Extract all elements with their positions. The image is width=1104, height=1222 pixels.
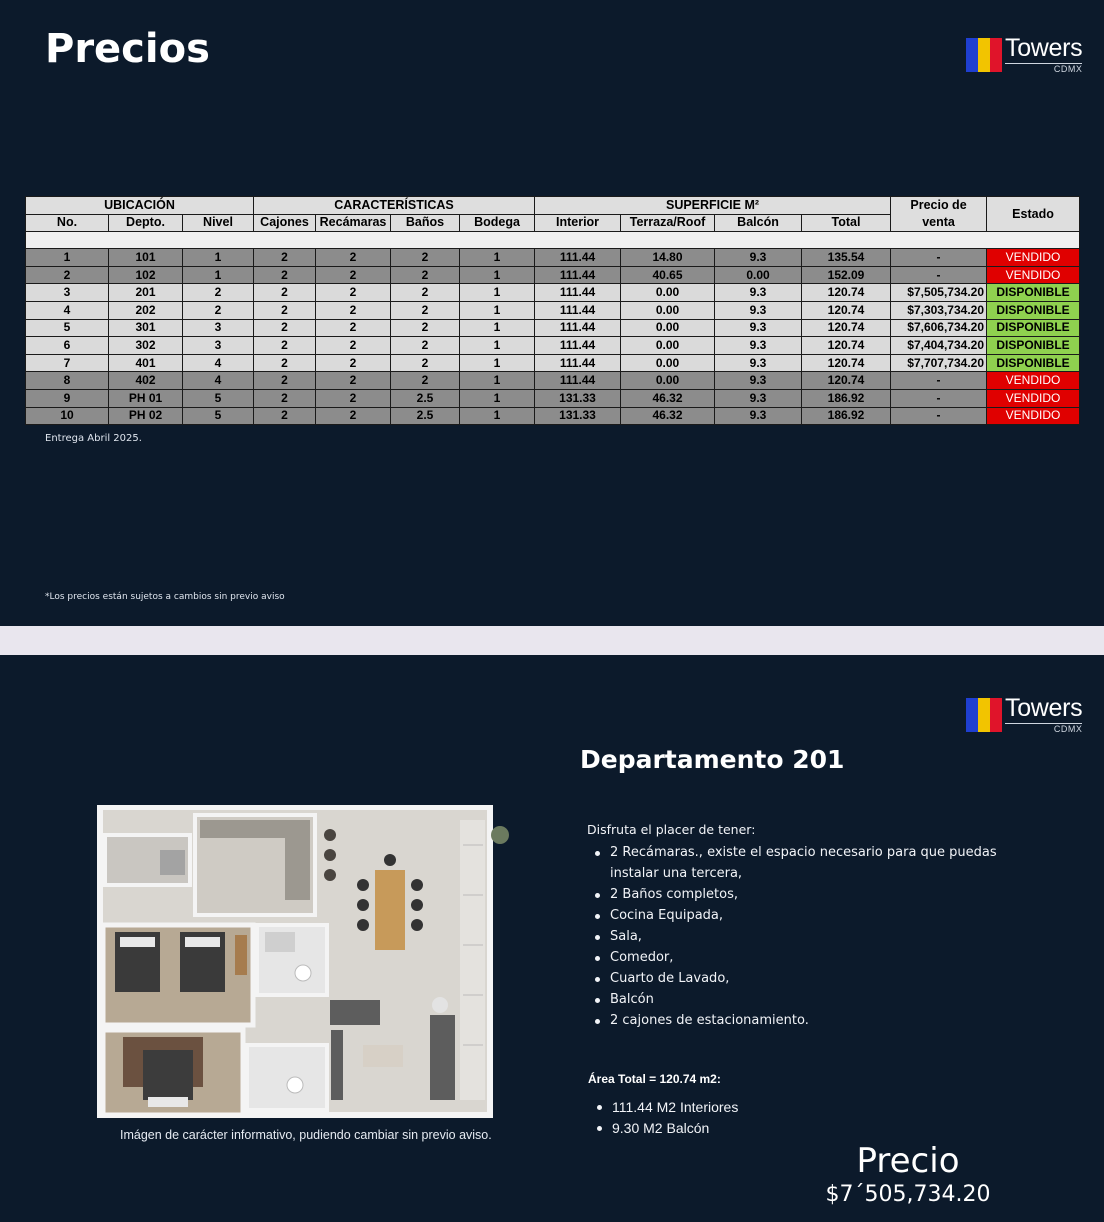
page-title: Precios (45, 26, 210, 72)
col-header: Total (802, 214, 891, 232)
cell-cajones: 2 (254, 319, 316, 337)
table-row (26, 372, 1080, 390)
price-value: $7´505,734.20 (825, 1182, 991, 1207)
cell-terraza: 40.65 (621, 266, 715, 284)
cell-no: 5 (26, 319, 109, 337)
cell-no: 10 (26, 407, 109, 425)
cell-total: 120.74 (802, 354, 891, 372)
logo-color-bars (966, 698, 1002, 732)
cell-estado: VENDIDO (987, 407, 1080, 425)
cell-cajones: 2 (254, 372, 316, 390)
list-item: Cuarto de Lavado, (594, 968, 1014, 989)
list-item: Sala, (594, 926, 1014, 947)
cell-balcon: 9.3 (715, 354, 802, 372)
col-header: Nivel (183, 214, 254, 232)
list-item: 2 cajones de estacionamiento. (594, 1010, 1014, 1031)
logo-name: Towers (1005, 694, 1083, 722)
cell-depto: 101 (109, 249, 183, 267)
list-item: 9.30 M2 Balcón (596, 1118, 738, 1139)
cell-depto: 202 (109, 301, 183, 319)
cell-depto: 201 (109, 284, 183, 302)
cell-recamaras: 2 (316, 249, 391, 267)
cell-total: 120.74 (802, 301, 891, 319)
cell-terraza: 14.80 (621, 249, 715, 267)
cell-recamaras: 2 (316, 354, 391, 372)
cell-nivel: 3 (183, 319, 254, 337)
cell-recamaras: 2 (316, 372, 391, 390)
cell-total: 135.54 (802, 249, 891, 267)
spacer-row (26, 232, 1080, 249)
col-header: No. (26, 214, 109, 232)
cell-banos: 2 (391, 319, 460, 337)
cell-estado: VENDIDO (987, 389, 1080, 407)
cell-recamaras: 2 (316, 389, 391, 407)
cell-precio: $7,303,734.20 (891, 301, 987, 319)
list-item: 2 Recámaras., existe el espacio necesario para que puedas instalar una tercera, (594, 842, 1014, 884)
cell-banos: 2 (391, 266, 460, 284)
col-header: Depto. (109, 214, 183, 232)
cell-cajones: 2 (254, 266, 316, 284)
cell-bodega: 1 (460, 249, 535, 267)
list-item: Comedor, (594, 947, 1014, 968)
cell-bodega: 1 (460, 372, 535, 390)
cell-balcon: 9.3 (715, 337, 802, 355)
cell-terraza: 0.00 (621, 301, 715, 319)
cell-balcon: 9.3 (715, 249, 802, 267)
cell-no: 1 (26, 249, 109, 267)
cell-recamaras: 2 (316, 337, 391, 355)
cell-interior: 131.33 (535, 407, 621, 425)
cell-total: 186.92 (802, 407, 891, 425)
cell-recamaras: 2 (316, 407, 391, 425)
list-item: Balcón (594, 989, 1014, 1010)
col-header: Baños (391, 214, 460, 232)
table-row (26, 389, 1080, 407)
cell-balcon: 9.3 (715, 301, 802, 319)
cell-cajones: 2 (254, 337, 316, 355)
cell-cajones: 2 (254, 407, 316, 425)
apartment-slide (0, 655, 1104, 1222)
col-header: Terraza/Roof (621, 214, 715, 232)
cell-banos: 2 (391, 372, 460, 390)
cell-bodega: 1 (460, 389, 535, 407)
cell-bodega: 1 (460, 301, 535, 319)
price-rows (26, 249, 1080, 425)
cell-precio: - (891, 407, 987, 425)
cell-precio: $7,505,734.20 (891, 284, 987, 302)
total-area-label: Área Total = 120.74 m2: (588, 1072, 721, 1086)
cell-total: 120.74 (802, 319, 891, 337)
cell-no: 6 (26, 337, 109, 355)
cell-total: 186.92 (802, 389, 891, 407)
prices-disclaimer: *Los precios están sujetos a cambios sin previo aviso (45, 592, 285, 602)
cell-no: 8 (26, 372, 109, 390)
cell-recamaras: 2 (316, 284, 391, 302)
floor-plan-image (95, 805, 520, 1123)
table-row (26, 284, 1080, 302)
area-list (596, 1097, 738, 1138)
apartment-title: Departamento 201 (580, 745, 845, 774)
cell-nivel: 5 (183, 389, 254, 407)
cell-nivel: 2 (183, 284, 254, 302)
group-header-superficie: SUPERFICIE M² (535, 197, 891, 215)
logo-sub: CDMX (1053, 724, 1083, 734)
logo-sub: CDMX (1053, 64, 1083, 74)
group-header-caracteristicas: CARACTERÍSTICAS (254, 197, 535, 215)
logo-color-bars (966, 38, 1002, 72)
cell-precio: - (891, 389, 987, 407)
group-header-ubicacion: UBICACIÓN (26, 197, 254, 215)
cell-balcon: 9.3 (715, 407, 802, 425)
cell-banos: 2 (391, 284, 460, 302)
col-header: Cajones (254, 214, 316, 232)
header-estado: Estado (987, 197, 1080, 232)
list-item: 2 Baños completos, (594, 884, 1014, 905)
cell-bodega: 1 (460, 266, 535, 284)
cell-terraza: 0.00 (621, 337, 715, 355)
cell-estado: DISPONIBLE (987, 284, 1080, 302)
table-row (26, 407, 1080, 425)
cell-precio: - (891, 266, 987, 284)
cell-balcon: 0.00 (715, 266, 802, 284)
cell-no: 7 (26, 354, 109, 372)
cell-recamaras: 2 (316, 301, 391, 319)
cell-estado: VENDIDO (987, 249, 1080, 267)
prices-table (25, 196, 1080, 425)
cell-bodega: 1 (460, 284, 535, 302)
cell-total: 120.74 (802, 372, 891, 390)
cell-terraza: 0.00 (621, 319, 715, 337)
cell-no: 2 (26, 266, 109, 284)
table-row (26, 249, 1080, 267)
cell-depto: PH 01 (109, 389, 183, 407)
cell-no: 4 (26, 301, 109, 319)
table-row (26, 266, 1080, 284)
cell-recamaras: 2 (316, 319, 391, 337)
cell-nivel: 4 (183, 372, 254, 390)
cell-cajones: 2 (254, 301, 316, 319)
cell-nivel: 5 (183, 407, 254, 425)
col-header: Interior (535, 214, 621, 232)
cell-banos: 2.5 (391, 407, 460, 425)
delivery-note: Entrega Abril 2025. (45, 433, 142, 444)
cell-terraza: 0.00 (621, 354, 715, 372)
table-row (26, 337, 1080, 355)
list-item: 111.44 M2 Interiores (596, 1097, 738, 1118)
plan-caption: Imágen de carácter informativo, pudiendo cambiar sin previo aviso. (120, 1128, 492, 1142)
cell-interior: 111.44 (535, 266, 621, 284)
list-item: Cocina Equipada, (594, 905, 1014, 926)
cell-cajones: 2 (254, 389, 316, 407)
features-intro: Disfruta el placer de tener: (587, 822, 756, 837)
towers-logo (966, 696, 1082, 734)
cell-depto: 102 (109, 266, 183, 284)
cell-interior: 111.44 (535, 372, 621, 390)
cell-nivel: 2 (183, 301, 254, 319)
table-row (26, 301, 1080, 319)
cell-balcon: 9.3 (715, 372, 802, 390)
cell-nivel: 3 (183, 337, 254, 355)
cell-total: 120.74 (802, 337, 891, 355)
cell-bodega: 1 (460, 337, 535, 355)
col-header: Bodega (460, 214, 535, 232)
cell-estado: DISPONIBLE (987, 337, 1080, 355)
cell-nivel: 4 (183, 354, 254, 372)
logo-name: Towers (1005, 34, 1083, 62)
col-header: Balcón (715, 214, 802, 232)
cell-recamaras: 2 (316, 266, 391, 284)
cell-cajones: 2 (254, 354, 316, 372)
cell-precio: - (891, 249, 987, 267)
cell-balcon: 9.3 (715, 319, 802, 337)
cell-nivel: 1 (183, 249, 254, 267)
features-list (594, 842, 1014, 1031)
cell-balcon: 9.3 (715, 284, 802, 302)
group-header-row (26, 197, 1080, 215)
cell-precio: - (891, 372, 987, 390)
cell-banos: 2 (391, 354, 460, 372)
table-row (26, 319, 1080, 337)
cell-no: 9 (26, 389, 109, 407)
cell-precio: $7,404,734.20 (891, 337, 987, 355)
cell-terraza: 46.32 (621, 389, 715, 407)
cell-depto: PH 02 (109, 407, 183, 425)
cell-total: 152.09 (802, 266, 891, 284)
cell-interior: 111.44 (535, 354, 621, 372)
cell-total: 120.74 (802, 284, 891, 302)
col-header: Recámaras (316, 214, 391, 232)
cell-estado: VENDIDO (987, 372, 1080, 390)
cell-depto: 402 (109, 372, 183, 390)
cell-bodega: 1 (460, 319, 535, 337)
table-row (26, 354, 1080, 372)
cell-interior: 111.44 (535, 284, 621, 302)
cell-interior: 111.44 (535, 249, 621, 267)
cell-balcon: 9.3 (715, 389, 802, 407)
cell-precio: $7,707,734.20 (891, 354, 987, 372)
cell-cajones: 2 (254, 249, 316, 267)
cell-cajones: 2 (254, 284, 316, 302)
cell-interior: 111.44 (535, 301, 621, 319)
cell-no: 3 (26, 284, 109, 302)
cell-estado: DISPONIBLE (987, 354, 1080, 372)
cell-precio: $7,606,734.20 (891, 319, 987, 337)
price-label: Precio (856, 1141, 960, 1181)
cell-estado: DISPONIBLE (987, 319, 1080, 337)
cell-interior: 111.44 (535, 319, 621, 337)
cell-terraza: 0.00 (621, 284, 715, 302)
cell-banos: 2 (391, 249, 460, 267)
cell-estado: VENDIDO (987, 266, 1080, 284)
cell-terraza: 0.00 (621, 372, 715, 390)
cell-bodega: 1 (460, 407, 535, 425)
cell-nivel: 1 (183, 266, 254, 284)
cell-depto: 401 (109, 354, 183, 372)
cell-estado: DISPONIBLE (987, 301, 1080, 319)
cell-terraza: 46.32 (621, 407, 715, 425)
cell-interior: 111.44 (535, 337, 621, 355)
cell-depto: 302 (109, 337, 183, 355)
cell-interior: 131.33 (535, 389, 621, 407)
cell-banos: 2 (391, 301, 460, 319)
cell-banos: 2 (391, 337, 460, 355)
cell-banos: 2.5 (391, 389, 460, 407)
cell-bodega: 1 (460, 354, 535, 372)
towers-logo (966, 36, 1082, 74)
cell-depto: 301 (109, 319, 183, 337)
header-precio: Precio de venta (891, 197, 987, 232)
